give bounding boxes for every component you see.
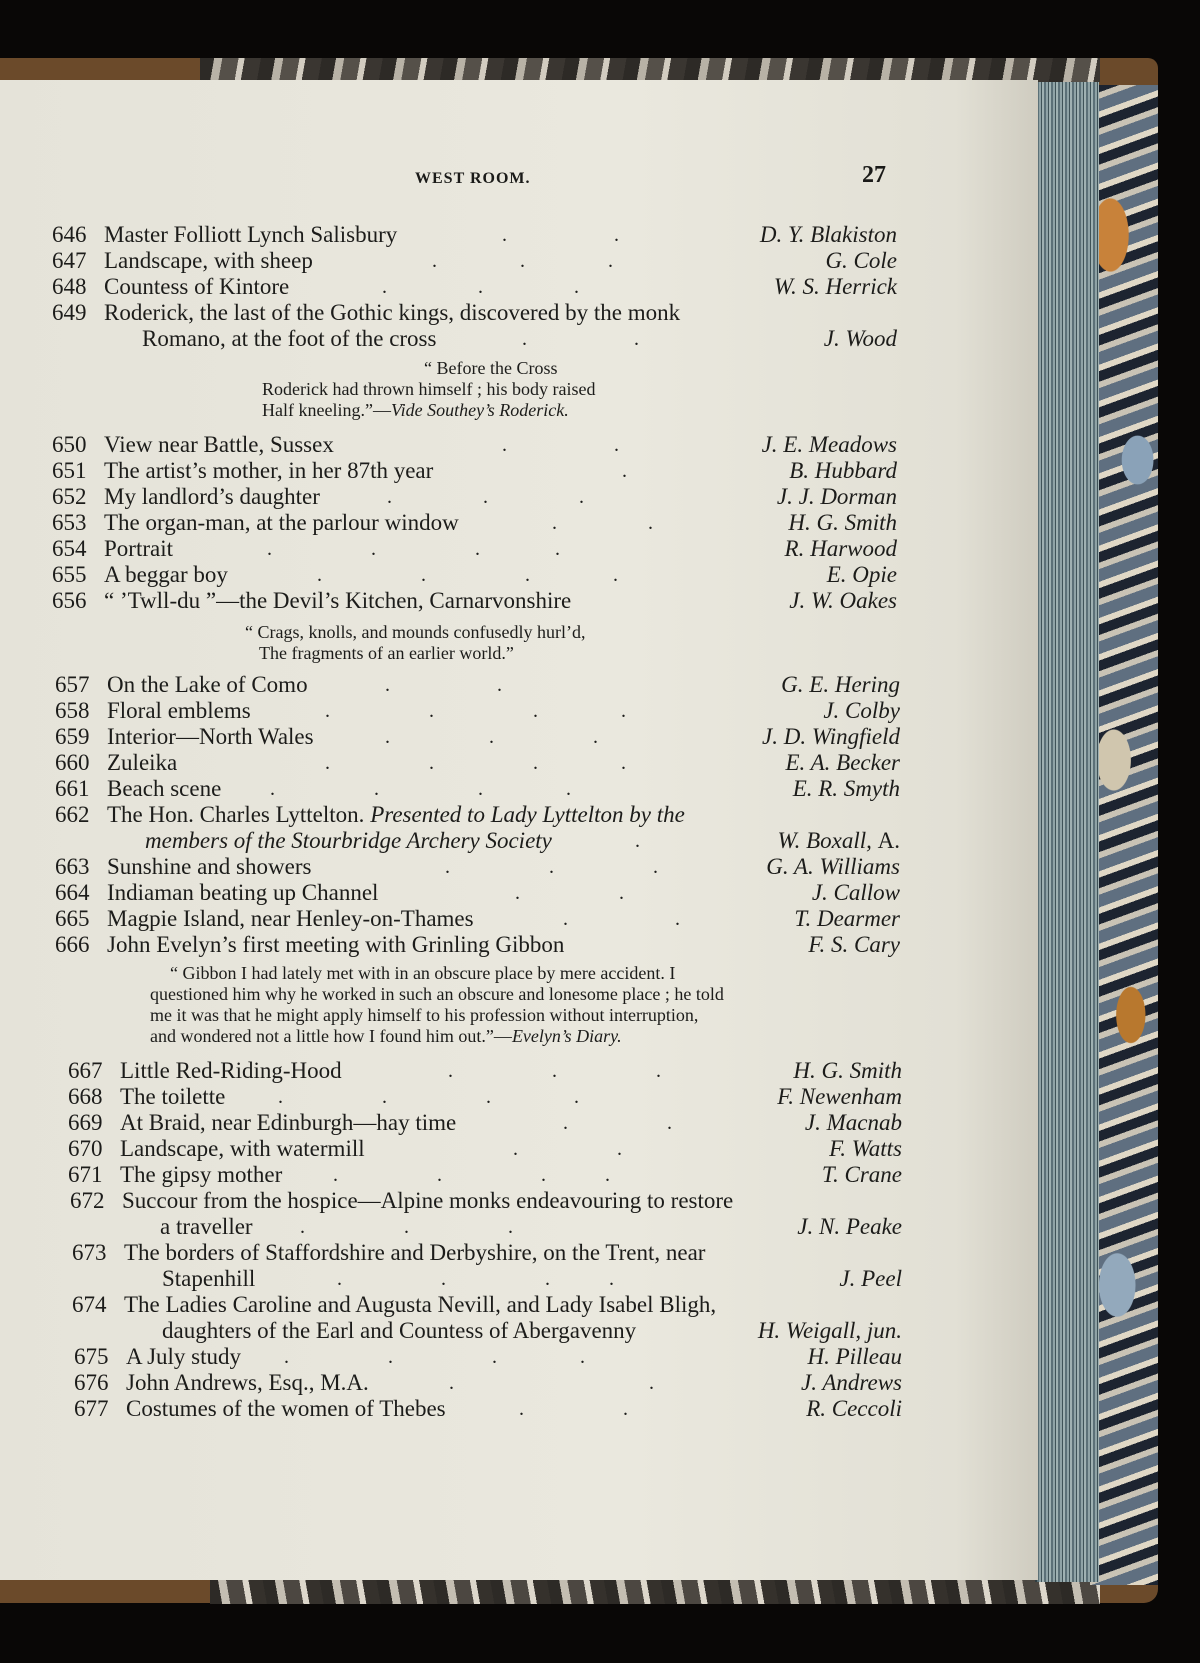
leader-dots: . . [563,1112,675,1134]
quote-line: The fragments of an earlier world.” [259,643,514,663]
leader-dots: . . . . [270,778,574,800]
entry-artist: H. Pilleau [807,1344,902,1369]
entry-title: My landlord’s daughter [104,484,320,509]
entry-title: On the Lake of Como [107,672,308,697]
leader-dots: . . . . [325,700,629,722]
entry-artist: J. E. Meadows [761,432,897,457]
entry-artist: E. Opie [826,562,897,587]
entry-title: Landscape, with watermill [120,1136,365,1161]
entry-title-continued: Romano, at the foot of the cross [142,326,437,351]
entry-number: 673 [72,1240,107,1265]
entry-number: 659 [55,724,90,749]
leader-dots: . . . [300,1216,516,1238]
entry-artist: H. Weigall, jun. [757,1318,902,1343]
quote-line: and wondered not a little how I found him out.”—Evelyn’s Diary. [150,1026,622,1046]
quote-666 [150,963,724,1047]
entry-artist: J. Colby [823,698,900,723]
entry-title: Magpie Island, near Henley-on-Thames [107,906,474,931]
leader-dots: . . [502,224,622,246]
entry-artist: E. A. Becker [785,750,900,775]
entry-artist: W. S. Herrick [773,274,897,299]
leader-dots: . . . . [317,564,621,586]
entry-artist: H. G. Smith [788,510,897,535]
entry-artist: G. Cole [825,248,897,273]
entry-artist: R. Ceccoli [806,1396,902,1421]
entry-number: 648 [52,274,87,299]
entry-number: 672 [70,1188,105,1213]
leader-dots: . . [563,908,683,930]
marbled-edge-top [200,58,1100,82]
leader-dots: . . . [382,276,582,298]
leader-dots: . . [385,674,505,696]
entry-number: 657 [55,672,90,697]
entry-number: 671 [68,1162,103,1187]
entry-title-continued: a traveller [160,1214,253,1239]
entry-artist: J. Macnab [804,1110,902,1135]
entry-number: 661 [55,776,90,801]
leader-dots: . [622,460,630,482]
entry-number: 663 [55,854,90,879]
entry-number: 658 [55,698,90,723]
quote-656 [245,622,585,664]
entry-title: The borders of Staffordshire and Derbyshire, on the Trent, near [124,1240,706,1265]
entry-artist: F. S. Cary [808,932,900,957]
entry-673 [72,1240,902,1292]
entry-number: 654 [52,536,87,561]
leader-dots: . . . [432,250,616,272]
entry-title: The toilette [120,1084,226,1109]
entry-number: 647 [52,248,87,273]
leader-dots: . . . . [278,1086,582,1108]
entry-title: View near Battle, Sussex [104,432,334,457]
entry-number: 652 [52,484,87,509]
entry-number: 656 [52,588,87,613]
entry-649 [52,300,897,352]
entry-title: Floral emblems [107,698,251,723]
entry-number: 655 [52,562,87,587]
entry-artist: R. Harwood [784,536,897,561]
entry-number: 664 [55,880,90,905]
entry-number: 667 [68,1058,103,1083]
entry-artist: G. A. Williams [766,854,900,879]
entry-artist: J. J. Dorman [776,484,897,509]
entry-artist: H. G. Smith [793,1058,902,1083]
page-edges [1035,82,1099,1582]
entry-title: The Ladies Caroline and Augusta Nevill, and Lady Isabel Bligh, [124,1292,717,1317]
quote-line: me it was that he might apply himself to his profession without interruption, [150,1005,699,1025]
entry-title: Interior—North Wales [107,724,314,749]
entry-artist: J. Wood [823,326,897,351]
entry-artist: E. R. Smyth [792,776,900,801]
entry-674 [72,1292,902,1344]
leader-dots: . . . . [325,752,629,774]
entry-number: 668 [68,1084,103,1109]
entry-title: Landscape, with sheep [104,248,313,273]
quote-649 [262,358,595,421]
quote-line: “ Gibbon I had lately met with in an obscure place by mere accident. I [170,963,676,983]
leader-dots: . . [515,882,627,904]
leader-dots: . . . [448,1060,664,1082]
entry-title: John Andrews, Esq., M.A. [126,1370,369,1395]
entry-artist: J. D. Wingfield [762,724,900,749]
leader-dots: . . . [385,726,601,748]
entry-title: Little Red-Riding-Hood [120,1058,342,1083]
entry-title: Countess of Kintore [104,274,290,299]
entry-number: 660 [55,750,90,775]
entry-artist: B. Hubbard [789,458,897,483]
entry-title: A beggar boy [104,562,228,587]
entry-number: 665 [55,906,90,931]
entry-title-continued: daughters of the Earl and Countess of Abergavenny [162,1318,637,1343]
entry-title: The gipsy mother [120,1162,283,1187]
marbled-edge-bottom [210,1578,1100,1604]
entry-number: 676 [74,1370,109,1395]
entry-title: Zuleika [107,750,178,775]
entry-title-continued: Stapenhill [162,1266,256,1291]
leader-dots: . . . [445,856,661,878]
quote-line: “ Before the Cross [424,358,558,378]
entry-artist: D. Y. Blakiston [759,222,897,247]
quote-line: Roderick had thrown himself ; his body raised [262,379,596,399]
entry-artist: T. Dearmer [794,906,900,931]
page-number: 27 [862,162,886,188]
entry-number: 670 [68,1136,103,1161]
entry-number: 651 [52,458,87,483]
leader-dots: . . [502,434,622,456]
entry-title: At Braid, near Edinburgh—hay time [120,1110,457,1135]
entry-title: Roderick, the last of the Gothic kings, discovered by the monk [104,300,681,325]
entry-number: 669 [68,1110,103,1135]
leader-dots: . . [513,1138,625,1160]
leader-dots: . . . [387,486,587,508]
entry-artist: J. N. Peake [797,1214,902,1239]
leader-dots: . . . . [284,1346,588,1368]
leader-dots: . . . . [337,1268,617,1290]
entry-number: 674 [72,1292,107,1317]
leader-dots: . [635,830,643,852]
entry-title: The artist’s mother, in her 87th year [104,458,434,483]
entry-title-continued: members of the Stourbridge Archery Society [145,828,552,853]
running-head: WEST ROOM. [415,170,531,187]
leader-dots: . . . . [267,538,563,560]
entry-artist: J. Andrews [801,1370,902,1395]
entry-number: 650 [52,432,87,457]
leader-dots: . . [552,512,656,534]
entry-number: 649 [52,300,87,325]
entry-title: John Evelyn’s first meeting with Grinling Gibbon [107,932,565,957]
entry-title: A July study [126,1344,242,1369]
leader-dots: . . . . [333,1164,613,1186]
entry-artist: G. E. Hering [781,672,900,697]
entry-artist: J. Callow [811,880,900,905]
entry-artist: W. Boxall, A. [777,828,900,853]
entry-number: 646 [52,222,87,247]
entry-title: Beach scene [107,776,222,801]
entry-title: Sunshine and showers [107,854,312,879]
entry-title: Portrait [104,536,173,561]
entry-title: Master Folliott Lynch Salisbury [104,222,398,247]
entry-artist: J. Peel [839,1266,902,1291]
entry-artist: T. Crane [821,1162,902,1187]
entry-title: The Hon. Charles Lyttelton. Presented to Lady Lyttelton by the [107,802,685,827]
entry-title: Succour from the hospice—Alpine monks endeavouring to restore [122,1188,734,1213]
quote-line: Half kneeling.”—Vide Southey’s Roderick. [262,400,569,420]
entry-662 [55,802,900,854]
marbled-endpaper [1090,85,1158,1585]
entry-title: Costumes of the women of Thebes [126,1396,446,1421]
quote-line: questioned him why he worked in such an obscure and lonesome place ; he told [150,984,724,1004]
entry-number: 662 [55,802,90,827]
entry-number: 675 [74,1344,109,1369]
quote-line: “ Crags, knolls, and mounds confusedly hurl’d, [245,622,586,642]
leader-dots: . . [522,328,642,350]
entry-title: “ ’Twll-du ”—the Devil’s Kitchen, Carnarvonshire [104,588,572,613]
leader-dots: . . [449,1372,657,1394]
leader-dots: . . [519,1398,631,1420]
entry-artist: F. Watts [829,1136,902,1161]
entry-number: 653 [52,510,87,535]
entry-672 [70,1188,902,1240]
entry-artist: J. W. Oakes [789,588,897,613]
entry-artist: F. Newenham [777,1084,902,1109]
entry-number: 677 [74,1396,109,1421]
entry-title: The organ-man, at the parlour window [104,510,459,535]
entry-title: Indiaman beating up Channel [107,880,379,905]
entry-number: 666 [55,932,90,957]
